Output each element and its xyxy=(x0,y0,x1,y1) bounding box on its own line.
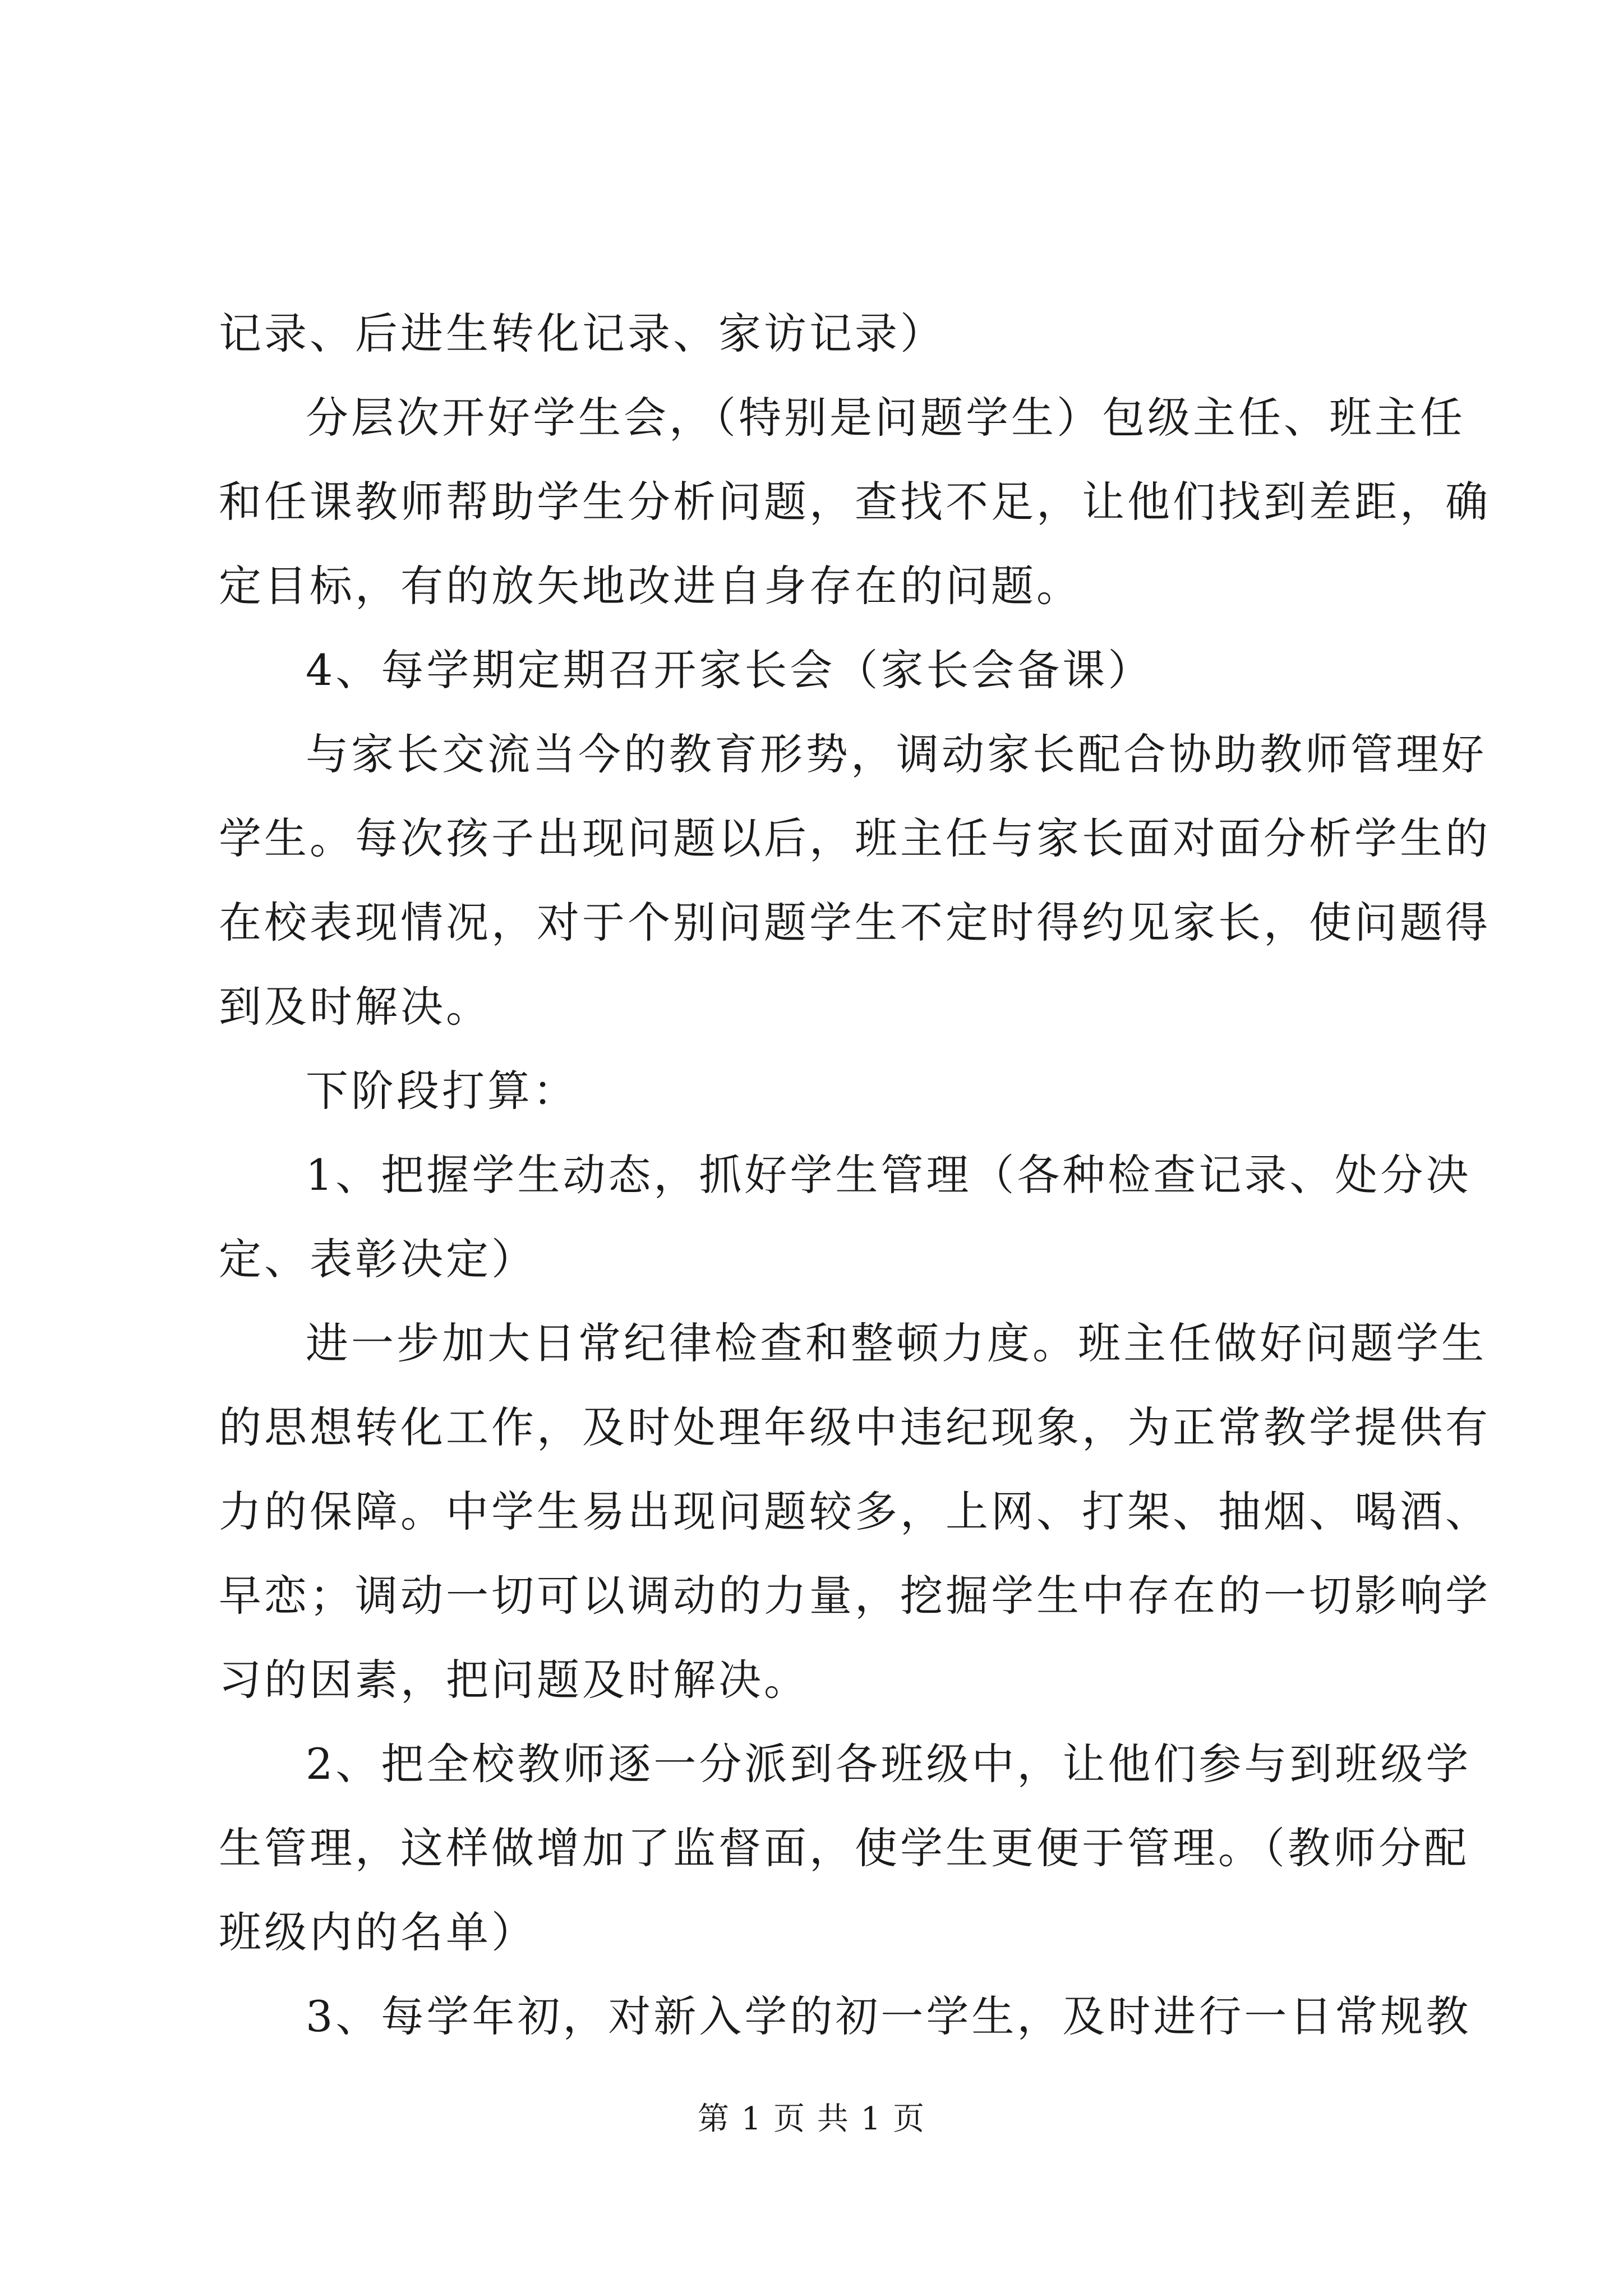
page-number-footer: 第 1 页 共 1 页 xyxy=(697,2101,926,2137)
section-heading-line: 1、把握学生动态，抓好学生管理（各种检查记录、处分决 xyxy=(306,1150,1472,1200)
text-line: 到及时解决。 xyxy=(219,982,491,1032)
section-heading-line: 下阶段打算： xyxy=(306,1066,578,1116)
text-line: 习的因素，把问题及时解决。 xyxy=(219,1655,809,1705)
text-line: 定、表彰决定） xyxy=(219,1234,537,1284)
paragraph-start-line: 分层次开好学生会，（特别是问题学生）包级主任、班主任 xyxy=(306,393,1465,443)
section-heading-line: 4、每学期定期召开家长会（家长会备课） xyxy=(306,645,1154,695)
text-line: 早恋；调动一切可以调动的力量，挖掘学生中存在的一切影响学 xyxy=(219,1571,1491,1621)
text-line: 和任课教师帮助学生分析问题，查找不足，让他们找到差距，确 xyxy=(219,477,1491,527)
paragraph-start-line: 进一步加大日常纪律检查和整顿力度。班主任做好问题学生 xyxy=(306,1318,1487,1368)
text-line: 生管理，这样做增加了监督面，使学生更便于管理。（教师分配 xyxy=(219,1823,1469,1873)
text-line: 学生。每次孩子出现问题以后，班主任与家长面对面分析学生的 xyxy=(219,813,1491,863)
text-line: 班级内的名单） xyxy=(219,1907,537,1957)
section-heading-line: 2、把全校教师逐一分派到各班级中，让他们参与到班级学 xyxy=(306,1739,1472,1789)
text-line: 力的保障。中学生易出现问题较多，上网、打架、抽烟、喝酒、 xyxy=(219,1487,1491,1536)
paragraph-start-line: 与家长交流当今的教育形势，调动家长配合协助教师管理好 xyxy=(306,729,1487,779)
text-line: 定目标，有的放矢地改进自身存在的问题。 xyxy=(219,561,1082,611)
text-line: 记录、后进生转化记录、家访记录） xyxy=(219,309,946,358)
document-body xyxy=(219,292,1491,2059)
section-heading-line: 3、每学年初，对新入学的初一学生，及时进行一日常规教 xyxy=(306,1991,1472,2041)
text-line: 的思想转化工作，及时处理年级中违纪现象，为正常教学提供有 xyxy=(219,1402,1491,1452)
text-line: 在校表现情况，对于个别问题学生不定时得约见家长，使问题得 xyxy=(219,898,1491,947)
